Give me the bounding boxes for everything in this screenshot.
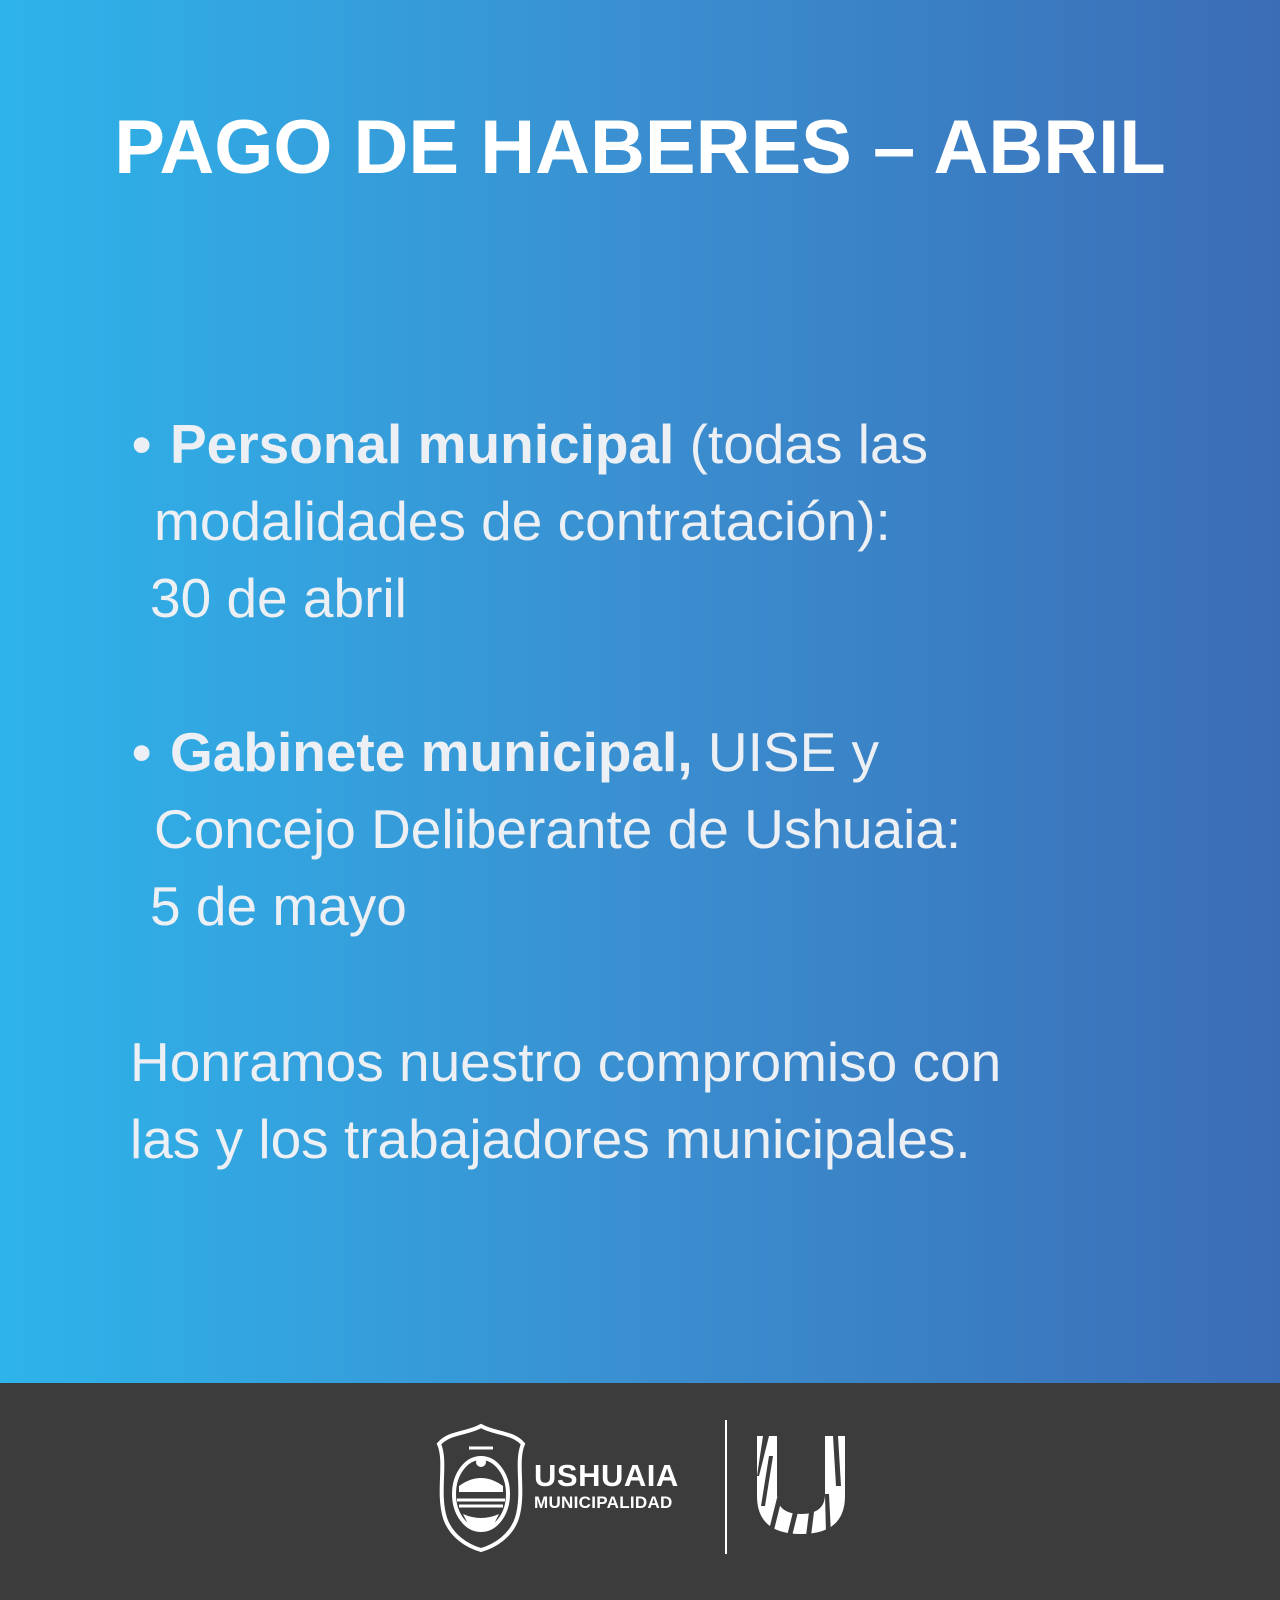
item-heading: Gabinete municipal,	[170, 721, 693, 783]
closing-message	[130, 1024, 1230, 1178]
item-line-2: modalidades de contratación):	[154, 490, 891, 552]
closing-line-1: Honramos nuestro compromiso con	[130, 1031, 1002, 1093]
item-date: 5 de mayo	[150, 875, 407, 937]
item-date: 30 de abril	[150, 567, 407, 629]
municipal-crest-icon	[433, 1422, 529, 1552]
closing-line-2: las y los trabajadores municipales.	[130, 1108, 971, 1170]
brand-subtitle: MUNICIPALIDAD	[534, 1493, 673, 1512]
brand-name: USHUAIA	[534, 1458, 679, 1493]
bullet-icon: •	[132, 413, 152, 475]
item-line-2: Concejo Deliberante de Ushuaia:	[154, 798, 962, 860]
list-item-personal	[132, 406, 1192, 637]
item-line-1	[132, 406, 1192, 483]
ushuaia-u-logo-icon	[755, 1436, 847, 1536]
brand-wordmark	[534, 1460, 679, 1514]
list-item-gabinete	[132, 714, 1192, 945]
footer-divider	[725, 1420, 727, 1554]
item-heading: Personal municipal	[170, 413, 675, 475]
page-title: PAGO DE HABERES – ABRIL	[114, 105, 1166, 190]
item-text: UISE y	[692, 721, 880, 783]
bullet-icon: •	[132, 721, 152, 783]
item-text: (todas las	[674, 413, 929, 475]
item-line-1	[132, 714, 1192, 791]
